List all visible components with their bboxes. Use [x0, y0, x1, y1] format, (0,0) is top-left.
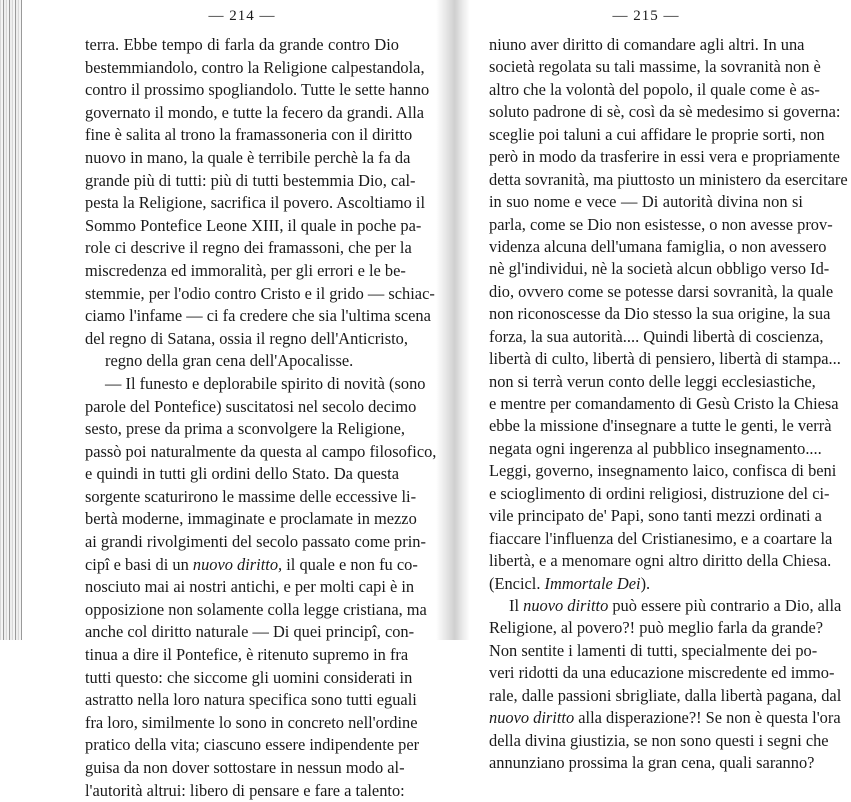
text-line	[85, 780, 405, 802]
text-segment: alla disperazione?! Se non è questa l'ora	[574, 708, 841, 728]
text-line	[85, 734, 420, 757]
italic-text: nuovo diritto	[489, 708, 575, 728]
text-line	[85, 486, 417, 509]
text-line	[489, 617, 824, 639]
text-line	[489, 371, 816, 393]
text-line	[489, 146, 840, 168]
text-line	[85, 215, 422, 238]
text-segment: l'autorità altrui: libero di pensare e fare a talento:	[85, 780, 405, 800]
text-segment: sesto, prese da prima a sconvolgere la Religione,	[85, 419, 405, 439]
text-segment: anche col diritto naturale — Di quei principî, con-	[85, 622, 415, 642]
text-segment: e mentre per comandamento di Gesù Cristo la Chiesa	[489, 394, 839, 413]
text-line	[85, 463, 399, 486]
text-line	[85, 621, 415, 644]
text-line	[85, 441, 437, 464]
text-segment: società regolata su tali massime, la sovranità non è	[489, 57, 821, 77]
text-line	[85, 712, 418, 735]
text-line	[85, 599, 427, 622]
text-line	[489, 685, 842, 707]
text-line	[85, 237, 412, 260]
text-line	[489, 101, 841, 123]
text-segment: opposizione non solamente colla legge cristiana, ma	[85, 599, 427, 619]
text-segment: ebbe la missione d'insegnare a tutte le genti, le verrà	[489, 416, 832, 436]
text-segment: astratto nella loro natura specifica sono tutti eguali	[85, 690, 417, 710]
text-line	[85, 576, 415, 599]
text-line	[489, 460, 837, 482]
text-line	[85, 170, 416, 193]
text-line	[489, 56, 821, 78]
text-segment: parole del Pontefice) suscitatosi nel secolo decimo	[85, 396, 417, 416]
text-line	[85, 418, 405, 441]
text-segment: bestemmiandolo, contro la Religione calpestandola,	[85, 57, 425, 77]
text-line	[489, 169, 848, 191]
text-line	[489, 415, 832, 437]
text-line	[85, 305, 431, 328]
text-line	[489, 326, 824, 348]
text-line	[85, 667, 413, 690]
text-segment: e scioglimento di ordini religiosi, distruzione del ci-	[489, 483, 830, 503]
text-segment: tinua a dire il Pontefice, è ritenuto supremo in fra	[85, 645, 409, 665]
text-line	[489, 483, 830, 505]
text-segment: non si terrà verun conto delle leggi ecclesiastiche,	[489, 371, 816, 391]
text-line	[85, 531, 426, 554]
text-segment: può essere più contrario a Dio, alla	[608, 595, 842, 615]
text-line	[85, 373, 426, 396]
text-segment: libertà di culto, libertà di pensiero, libertà di stampa...	[489, 349, 841, 369]
text-segment: Religione, al povero?! può meglio farla da grande?	[489, 618, 824, 638]
text-line	[85, 554, 418, 577]
text-line	[489, 730, 829, 752]
text-line	[489, 303, 831, 325]
text-segment: niuno aver diritto di comandare agli altri. In una	[489, 35, 805, 54]
text-line	[489, 348, 841, 370]
text-line	[489, 214, 833, 236]
text-segment: fine è salita al trono la framassoneria con il diritto	[85, 125, 413, 145]
text-segment: contro il prossimo spogliandolo. Tutte le sette hanno	[85, 80, 430, 100]
text-segment: tutti questo: che siccome gli uomini considerati in	[85, 667, 413, 687]
text-line	[489, 438, 822, 460]
text-line	[85, 396, 417, 419]
italic-text: nuovo diritto	[523, 595, 609, 615]
text-segment: libertà, e a menomare ogni altro diritto della Chiesa.	[489, 551, 832, 571]
text-segment: — Il funesto e deplorabile spirito di novità (sono	[105, 373, 426, 393]
text-line	[489, 550, 832, 572]
text-line	[85, 689, 417, 712]
text-line	[489, 505, 822, 527]
text-segment: dio, ovvero come se potesse darsi sovranità, la quale	[489, 281, 834, 301]
text-segment: videnza alcuna dell'umana famiglia, o non avessero	[489, 236, 827, 256]
page-number: — 214 —	[208, 8, 276, 24]
text-segment: non riconoscesse da Dio stesso la sua origine, la sua	[489, 304, 831, 324]
text-line	[489, 79, 820, 101]
text-segment: rale, dalle passioni sbrigliate, dalla libertà pagana, dal	[489, 685, 842, 705]
text-line	[489, 752, 815, 774]
text-line	[85, 508, 417, 531]
text-segment: detta sovranità, ma piuttosto un ministero da esercitare	[489, 169, 848, 189]
text-line	[85, 192, 426, 215]
text-segment: il quale e non fu co-	[282, 554, 418, 574]
text-line	[85, 57, 425, 80]
text-segment: pesta la Religione, sacrifica il povero. Ascoltiamo il	[85, 193, 426, 213]
text-line	[85, 79, 430, 102]
text-segment: Non sentite i lamenti di tutti, specialmente dei po-	[489, 640, 818, 660]
page-text	[489, 34, 848, 774]
text-segment: nuovo in mano, la quale è terribile perchè la fa da	[85, 147, 411, 167]
text-segment: Leggi, governo, insegnamento laico, confisca di beni	[489, 461, 837, 481]
text-line	[489, 573, 803, 595]
text-segment: nè gl'individui, nè la società alcun obbligo verso Id-	[489, 259, 830, 279]
text-segment: della divina giustizia, se non sono questi i segni che	[489, 730, 829, 750]
text-segment: passò poi naturalmente da questa al campo filosofico,	[85, 441, 437, 461]
text-line	[489, 640, 818, 662]
text-segment: nosciuto mai ai nostri antichi, e per molti capi è in	[85, 577, 415, 597]
text-line	[489, 236, 827, 258]
text-line	[85, 124, 413, 147]
text-segment: ciamo l'infame — ci fa credere che sia l'ultima scena	[85, 306, 431, 326]
text-line	[85, 260, 406, 283]
text-segment: (Encicl.	[489, 573, 545, 593]
text-segment: grande più di tutti: più di tutti bestemmia Dio, cal-	[85, 170, 416, 190]
text-segment: terra. Ebbe tempo di farla da grande contro Dio	[85, 35, 399, 54]
text-segment: e quindi in tutti gli ordini dello Stato. Da questa	[85, 464, 399, 484]
text-line	[85, 350, 399, 373]
text-segment: in suo nome e vece — Di autorità divina non si	[489, 192, 803, 212]
text-segment: altro che la volontà del popolo, il quale come è as-	[489, 79, 820, 99]
page-number: — 215 —	[612, 8, 680, 24]
text-segment: bertà moderne, immaginate e proclamate in mezzo	[85, 509, 417, 529]
text-line	[85, 102, 425, 125]
text-segment: soluto padrone di sè, così da sè medesimo si governa:	[489, 102, 841, 122]
italic-text: nuovo diritto,	[192, 554, 283, 574]
text-segment: parla, come se Dio non esistesse, o non avesse prov-	[489, 214, 833, 234]
text-line	[85, 328, 408, 351]
text-segment: ).	[640, 573, 651, 593]
italic-text: Immortale Dei	[544, 573, 641, 593]
text-segment: sceglie poi taluni a cui affidare le proprie sorti, non	[489, 124, 825, 144]
text-segment: del regno di Satana, ossia il regno dell'Anticristo,	[85, 328, 408, 348]
text-line	[489, 393, 839, 415]
text-segment: fiaccare l'influenza del Cristianesimo, e a coartare la	[489, 528, 833, 548]
text-segment: fra loro, similmente lo sono in concreto nell'ordine	[85, 712, 418, 732]
text-line	[85, 147, 411, 170]
text-line	[85, 34, 399, 57]
text-line	[85, 757, 405, 780]
text-segment: però in modo da trasferire in essi vera e propriamente	[489, 147, 840, 167]
text-line	[489, 281, 834, 303]
text-segment: ai grandi rivolgimenti del secolo passato come prin-	[85, 532, 426, 552]
book-gutter	[436, 0, 470, 640]
text-segment: governato il mondo, e tutte la fecero da grandi. Alla	[85, 102, 425, 122]
text-segment: sorgente scaturirono le massime delle eccessive li-	[85, 486, 417, 506]
text-segment: stemmie, per l'odio contro Cristo e il grido — schiac-	[85, 283, 435, 303]
book-edge	[0, 0, 22, 640]
page-text	[85, 34, 437, 802]
text-segment: Sommo Pontefice Leone XIII, il quale in poche pa-	[85, 215, 422, 235]
text-line	[489, 662, 835, 684]
text-segment: veri ridotti da una educazione miscredente ed immo-	[489, 663, 835, 683]
text-line	[489, 707, 841, 729]
text-segment: vile principato de' Papi, sono tanti mezzi ordinati a	[489, 506, 822, 526]
text-segment: role ci descrive il regno dei framassoni, che per la	[85, 238, 412, 258]
text-segment: cipî e basi di un	[85, 554, 193, 574]
text-segment: guisa da non dover sottostare in nessun modo al-	[85, 758, 405, 777]
text-line	[489, 34, 803, 56]
text-line	[489, 191, 803, 213]
text-segment: miscredenza ed immoralità, per gli errori e le be-	[85, 260, 406, 280]
text-line	[85, 644, 409, 667]
text-line	[85, 283, 435, 306]
text-segment: annunziano prossima la gran cena, quali saranno?	[489, 753, 815, 772]
text-segment: Il	[509, 595, 524, 615]
text-line	[489, 528, 833, 550]
text-segment: forza, la sua autorità.... Quindi libertà di coscienza,	[489, 326, 824, 346]
text-line	[489, 124, 825, 146]
text-segment: regno della gran cena dell'Apocalisse.	[105, 351, 354, 371]
text-line	[489, 258, 830, 280]
text-segment: negata ogni ingerenza al pubblico insegnamento....	[489, 438, 822, 458]
text-line	[489, 595, 842, 617]
text-segment: pratico della vita; ciascuno essere indipendente per	[85, 735, 420, 755]
